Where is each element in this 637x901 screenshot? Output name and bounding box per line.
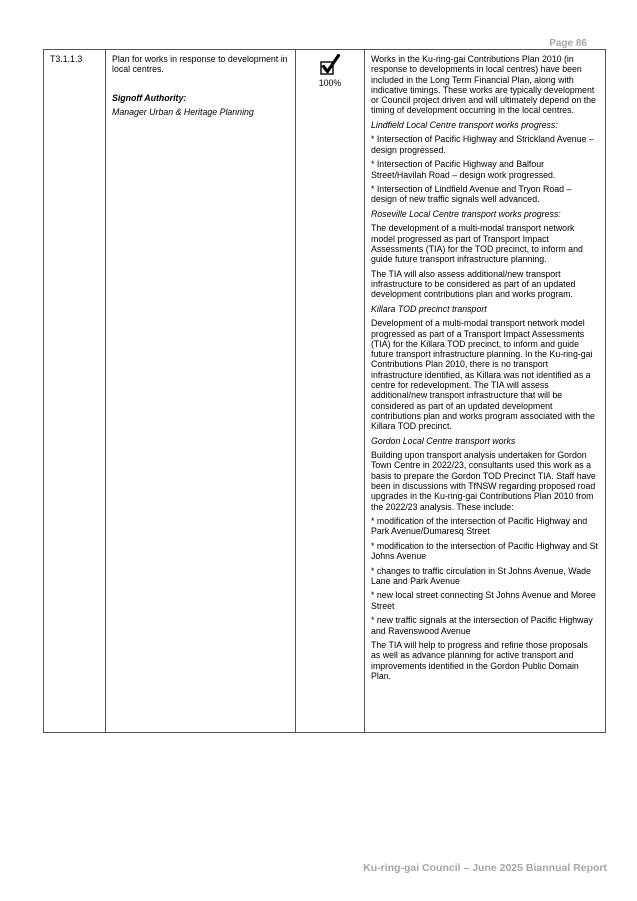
comment-subheading: Lindfield Local Centre transport works progress: [371,119,558,130]
checkbox-checked-icon [319,54,341,76]
signoff-authority: Manager Urban & Heritage Planning [112,106,254,117]
action-id: T3.1.1.3 [50,54,83,64]
signoff-title: Signoff Authority: [112,92,187,103]
task-cell [106,50,296,733]
comment-paragraph: The development of a multi-modal transport network model progressed as part of Transport Impact Assessments (TIA) for the TOD precinct, to inform and guide future transport infrastructure planning. [371,223,583,265]
comment-paragraph: * new traffic signals at the intersection of Pacific Highway and Ravenswood Avenue [371,615,593,636]
table-row [44,50,606,733]
comment-subheading: Killara TOD precinct transport [371,303,487,314]
comment-paragraph: * Intersection of Lindfield Avenue and Tryon Road – design of new traffic signals well advanced. [371,184,572,205]
comment-cell [365,50,606,733]
progress-report-table [43,49,606,733]
comment-paragraph: The TIA will also assess additional/new transport infrastructure to be considered as part of an updated development contributions plan and works program. [371,268,576,300]
comment-paragraph: * modification to the intersection of Pacific Highway and St Johns Avenue [371,540,598,562]
comment-paragraph: Building upon transport analysis undertaken for Gordon Town Centre in 2022/23, consultants used this work as a basis to prepare the Gordon TOD Precinct TIA. Staff have been in discussions with TfNSW regarding proposed road upgrades in the Ku-ring-gai Contributions Plan 2010 from the 2022/23 analysis. These include: [371,450,596,512]
comment-paragraph: Development of a multi-modal transport network model progressed as part of a Transport Impact Assessments (TIA) for the Killara TOD precinct, to inform and guide future transport infrastructure planning. In the Ku-ring-gai Contributions Plan 2010, there is no transport infrastructure identified, as Killara was not identified as a centre for redevelopment. The TIA will assess additional/new transport infrastructure that will be considered as part of an updated development contributions plan and works program associated with the Killara TOD precinct. [371,318,595,432]
comment-paragraph: Works in the Ku-ring-gai Contributions Plan 2010 (in response to developments in local centres) have been included in the Long Term Financial Plan, along with indicative timings. These works are typically development or Council project driven and will ultimately depend on the timing of development occurring in the local centres. [371,54,596,116]
comment-paragraph: * changes to traffic circulation in St Johns Avenue, Wade Lane and Park Avenue [371,565,591,586]
task-description: Plan for works in response to development in local centres. [112,54,288,75]
comment-paragraph: * modification of the intersection of Pacific Highway and Park Avenue/Dumaresq Street [371,516,588,537]
comment-paragraph: * new local street connecting St Johns Avenue and Moree Street [371,590,596,611]
comment-subheading: Gordon Local Centre transport works [371,435,516,446]
action-id-cell [44,50,106,733]
comment-paragraph: * Intersection of Pacific Highway and Strickland Avenue – design progressed. [371,134,594,155]
comment-paragraph: The TIA will help to progress and refine those proposals as well as advance planning for active transport and improvements identified in the Gordon Public Domain Plan. [371,640,588,681]
page-number: Page 86 [549,38,587,49]
comment-list [371,54,599,681]
status-cell [296,50,365,733]
progress-percent: 100% [318,78,342,88]
comment-paragraph: * Intersection of Pacific Highway and Balfour Street/Havilah Road – design work progressed. [371,159,556,180]
footer-report-title: Ku-ring-gai Council – June 2025 Biannual Report [363,862,607,874]
comment-subheading: Roseville Local Centre transport works progress: [371,208,561,219]
